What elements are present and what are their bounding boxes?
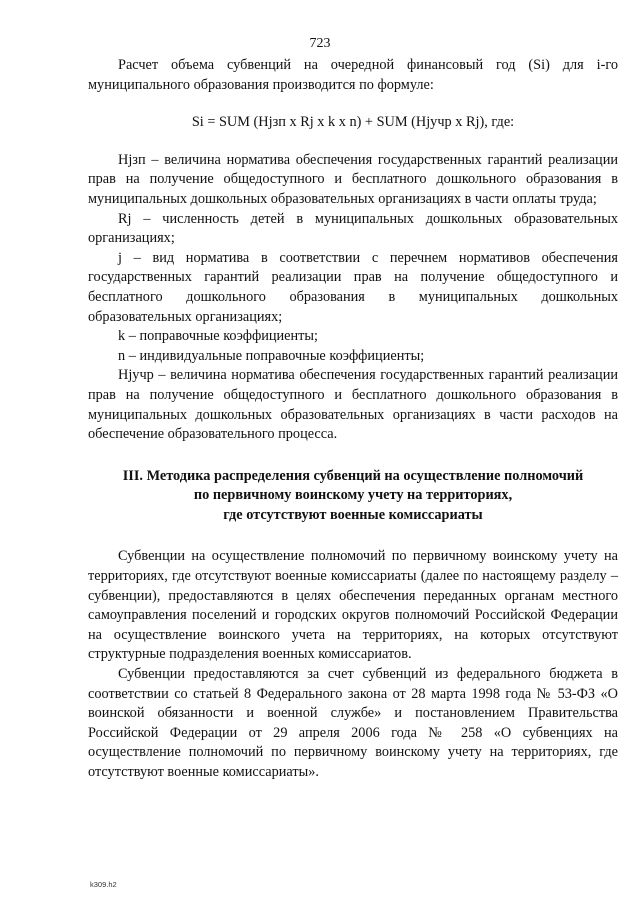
section-heading-line: по первичному воинскому учету на территориях, bbox=[193, 487, 513, 504]
formula: Si = SUM (Hjзп x Rj x k x n) + SUM (Hjучр x Rj), где: bbox=[191, 114, 515, 131]
intro-paragraph: Расчет объема субвенций на очередной финансовый год (Si) для i-го муниципального образования производится по формуле: bbox=[88, 57, 618, 93]
definition-j: j – вид норматива в соответствии с перечнем нормативов обеспечения государственных гарантий реализации прав на получение общедоступного и бесплатного дошкольного образования в муниципальных дошкольных образовательных организациях; bbox=[88, 249, 618, 325]
section-paragraph: Субвенции предоставляются за счет субвенций из федерального бюджета в соответствии со статьей 8 Федерального закона от 28 марта 1998 года № 53-ФЗ «О воинской обязанности и военной службе» и постановлением Правительства Российской Федерации от 29 апреля 2006 года № 258 «О субвенциях на осуществление полномочий по первичному воинскому учету на территориях, где отсутствуют военные комиссариаты». bbox=[88, 666, 618, 780]
footer-code: k309.h2 bbox=[90, 880, 117, 889]
document-body bbox=[88, 56, 618, 783]
page-number: 723 bbox=[309, 36, 331, 51]
definitions-list bbox=[88, 151, 618, 445]
definition-hjuchr: Hjучр – величина норматива обеспечения государственных гарантий реализации прав на получение общедоступного и бесплатного дошкольного образования в муниципальных дошкольных образовательных организациях в части расходов на обеспечение образовательного процесса. bbox=[88, 367, 618, 443]
definition-n: n – индивидуальные поправочные коэффициенты; bbox=[118, 347, 425, 364]
section-heading-line: III. Методика распределения субвенций на осуществление полномочий bbox=[122, 467, 584, 484]
definition-k: k – поправочные коэффициенты; bbox=[118, 328, 319, 345]
definition-rj: Rj – численность детей в муниципальных дошкольных образовательных организациях; bbox=[88, 210, 618, 247]
definition-hjzp: Hjзп – величина норматива обеспечения государственных гарантий реализации прав на получение общедоступного и бесплатного дошкольного образования в муниципальных дошкольных образовательных организациях в части оплаты труда; bbox=[88, 151, 618, 207]
section-heading-line: где отсутствуют военные комиссариаты bbox=[223, 506, 483, 523]
section-heading bbox=[88, 467, 618, 526]
section-paragraph: Субвенции на осуществление полномочий по первичному воинскому учету на территориях, где отсутствуют военные комиссариаты (далее по настоящему разделу – субвенции), предоставляются в целях обеспечения переданных органам местного самоуправления поселений и городских округов полномочий Российской Федерации на осуществление воинского учета на территориях, на которых отсутствуют структурные подразделения военных комиссариатов. bbox=[88, 548, 618, 663]
